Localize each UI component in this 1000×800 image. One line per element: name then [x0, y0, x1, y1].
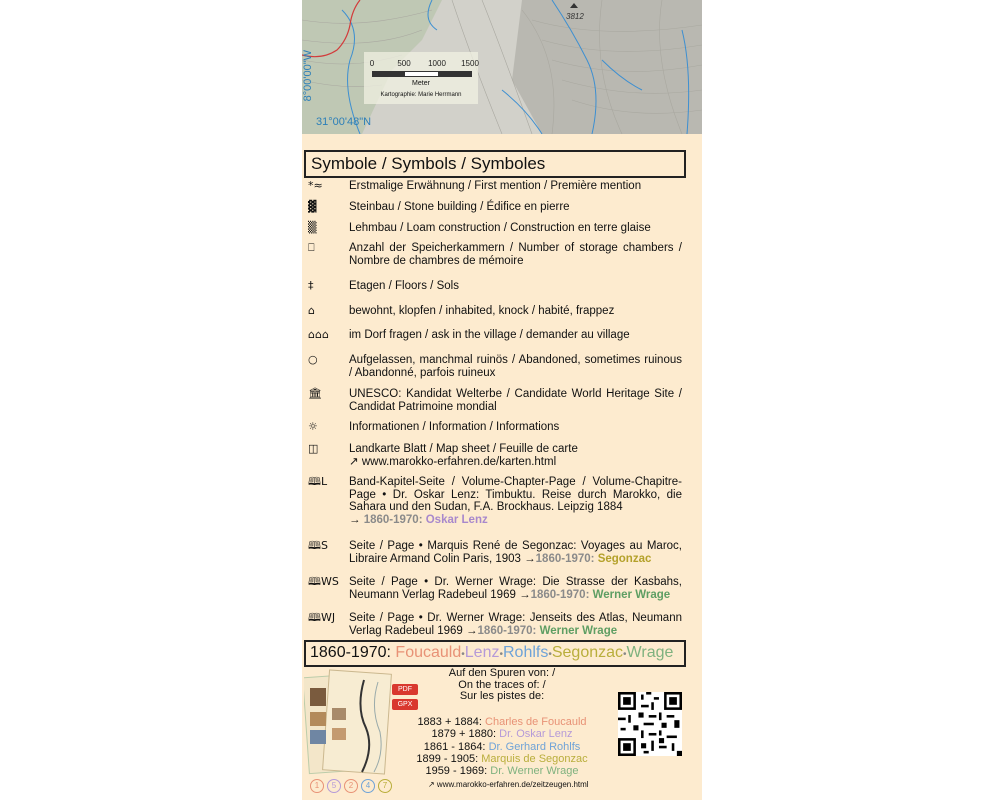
map-sheets-link[interactable]: ↗ www.marokko-erfahren.de/karten.html [349, 455, 557, 468]
explorers-list [402, 716, 602, 777]
unesco-temple-icon: 🏛 [308, 387, 322, 400]
explorer-years: 1899 - 1905: [416, 752, 479, 765]
book-lenz-icon: 🕮L [308, 475, 328, 488]
storage-chambers-icon: ⎕ [308, 241, 315, 254]
source-foucauld: Foucauld [395, 644, 462, 661]
legend-text: Anzahl der Speicherkammern / Number of storage chambers / Nombre de chambres de mémoire [349, 242, 682, 267]
tag-years: 1860-1970: [477, 624, 537, 637]
qr-code-graphic [618, 692, 682, 756]
separator-dot: • [461, 649, 465, 660]
traces-line: Sur les pistes de: [459, 690, 545, 702]
scale-tick-label: 1000 [428, 59, 446, 68]
zeitzeugen-link[interactable]: ↗ www.marokko-erfahren.de/zeitzeugen.html [428, 780, 589, 789]
explorer-name: Dr. Oskar Lenz [499, 728, 573, 741]
village-icon: ⌂⌂⌂ [308, 328, 329, 341]
source-lenz: Lenz [464, 644, 500, 661]
volume-circle[interactable]: 1 [310, 779, 324, 793]
arrow: → [524, 552, 536, 565]
scale-tick-label: 1500 [461, 59, 479, 68]
legend-text-main: Band-Kapitel-Seite / Volume-Chapter-Page / Volume-Chapitre-Page • Dr. Oskar Lenz: Timbuktu. Reise durch Marokko, die Sahara und den Sudan, F.A. Brockhaus. Leipzig 1884 [349, 476, 682, 513]
tag-years: 1860-1970: [363, 513, 423, 526]
legend-title-box [304, 150, 686, 178]
scale-tick-label: 0 [369, 59, 375, 68]
legend-text: im Dorf fragen / ask in the village / demander au village [349, 329, 630, 341]
longitude-label: 8°00'00"W [302, 50, 314, 102]
scale-tick-label: 500 [397, 59, 411, 68]
legend-text: UNESCO: Kandidat Welterbe / Candidate World Heritage Site / Candidat Patrimoine mondial [349, 388, 682, 413]
volume-circle[interactable]: 5 [327, 779, 341, 793]
stone-building-icon: ▓ [308, 200, 317, 213]
tag-years: 1860-1970: [535, 552, 595, 565]
inhabited-house-icon: ⌂ [308, 304, 315, 317]
separator-dot: • [499, 649, 503, 660]
traces-line: Auf den Spuren von: / [448, 667, 556, 679]
legend-text-main: Seite / Page • Dr. Werner Wrage: Jenseits des Atlas, Neumann Verlag Radebeul 1969 [349, 612, 682, 637]
explorer-years: 1883 + 1884: [417, 716, 482, 728]
legend-text [349, 540, 682, 565]
sources-banner [304, 640, 686, 667]
scale-bar [364, 52, 478, 104]
explorer-row [402, 728, 602, 740]
legend-text: Erstmalige Erwähnung / First mention / Première mention [349, 180, 642, 192]
legend-text: Etagen / Floors / Sols [349, 280, 459, 292]
book-wrage-wj-icon: 🕮WJ [308, 611, 336, 624]
map-sheet-icon: ◫ [308, 442, 319, 455]
legend-text: Informationen / Information / Informations [349, 421, 560, 433]
qr-code[interactable] [618, 692, 682, 756]
volume-circle[interactable]: 2 [344, 779, 358, 793]
abandoned-circle-icon: ○ [308, 353, 318, 366]
floors-icon: ‡ [308, 279, 314, 292]
explorer-row [402, 753, 602, 765]
traces-heading [402, 668, 602, 703]
legend-text-main: Seite / Page • Marquis René de Segonzac: Voyages au Maroc, Libraire Armand Colin Paris, 1903 [349, 540, 682, 565]
arrow: → [519, 588, 531, 601]
traces-line: On the traces of: / [458, 678, 546, 691]
loam-building-icon: ▒ [308, 221, 317, 234]
tag-name: Segonzac [597, 552, 652, 565]
separator-dot: • [623, 649, 627, 660]
source-segonzac: Segonzac [551, 644, 624, 661]
source-wrage: Wrage [626, 644, 674, 661]
first-mention-icon: *≈ [308, 179, 323, 192]
legend-text: Lehmbau / Loam construction / Construction en terre glaise [349, 222, 651, 234]
information-sun-icon: ☼ [308, 420, 318, 433]
explorer-name: Dr. Gerhard Rohlfs [488, 740, 581, 753]
explorer-years: 1861 - 1864: [423, 740, 486, 753]
tag-name: Oskar Lenz [425, 513, 488, 526]
legend-text [349, 576, 682, 601]
explorer-row [402, 716, 602, 728]
book-wrage-ws-icon: 🕮WS [308, 575, 339, 588]
legend-title: Symbole / Symbols / Symboles [311, 154, 546, 173]
pdf-download-button[interactable]: PDF [392, 684, 418, 695]
legend-text-main: Landkarte Blatt / Map sheet / Feuille de carte [349, 443, 578, 455]
explorer-years: 1879 + 1880: [431, 728, 497, 741]
latitude-label: 31°00'48"N [316, 116, 372, 128]
source-rohlfs: Rohlfs [502, 644, 549, 661]
sources-years: 1860-1970: [310, 644, 391, 661]
explorer-years: 1959 - 1969: [425, 765, 488, 778]
tag-years: 1860-1970: [530, 588, 590, 601]
legend-text: Steinbau / Stone building / Édifice en pierre [349, 201, 570, 213]
booklet-cover-image[interactable] [304, 668, 404, 780]
map-legend-panel [302, 0, 702, 800]
gpx-download-button[interactable]: GPX [392, 699, 418, 710]
explorer-row [402, 741, 602, 753]
tag-name: Werner Wrage [539, 624, 618, 637]
explorer-row [402, 765, 602, 777]
volume-circle[interactable]: 7 [378, 779, 392, 793]
scale-bar-graphic [372, 71, 472, 77]
legend-text [349, 443, 682, 468]
arrow: → [349, 513, 361, 526]
book-segonzac-icon: 🕮S [308, 539, 328, 552]
scale-unit-label: Meter [412, 80, 430, 87]
volume-circle[interactable]: 4 [361, 779, 375, 793]
explorer-name: Charles de Foucauld [485, 716, 587, 728]
legend-text-main: Seite / Page • Dr. Werner Wrage: Die Strasse der Kasbahs, Neumann Verlag Radebeul 1969 [349, 576, 682, 601]
tag-name: Werner Wrage [592, 588, 671, 601]
cartography-credit: Kartographie: Marie Herrmann [380, 92, 462, 98]
legend-text [349, 476, 682, 526]
separator-dot: • [548, 649, 552, 660]
topographic-map[interactable] [302, 0, 702, 134]
explorer-name: Marquis de Segonzac [481, 752, 588, 765]
legend-text: bewohnt, klopfen / inhabited, knock / habité, frappez [349, 305, 615, 317]
booklet-illustration [304, 668, 404, 780]
terrain-illustration [302, 0, 702, 134]
explorer-name: Dr. Werner Wrage [490, 765, 579, 778]
peak-elevation-label: 3812 [566, 12, 584, 21]
arrow: → [466, 624, 478, 637]
legend-text [349, 612, 682, 637]
legend-text: Aufgelassen, manchmal ruinös / Abandoned, sometimes ruinous / Abandonné, parfois ruineux [349, 354, 682, 379]
